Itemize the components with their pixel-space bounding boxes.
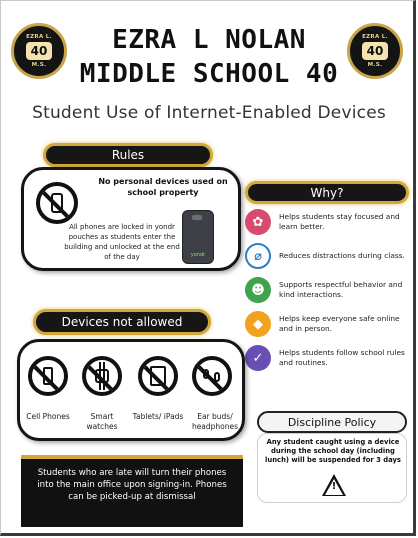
device-label-tablets: Tablets/ iPads: [132, 412, 184, 421]
smart-watch-icon: [82, 356, 122, 396]
seal-number: 40: [362, 42, 388, 60]
discipline-text: Any student caught using a device during the school day (including lunch) will be suspended for 3 days: [265, 438, 401, 464]
late-notice-text: Students who are late will turn their phones into the main office upon signing-in. Phones can be picked-up at dismissal: [37, 468, 227, 502]
no-phone-icon: [36, 182, 78, 224]
school-seal-right: EZRA L. 40 M.S.: [347, 23, 403, 79]
pouch-brand-label: yondr: [190, 252, 206, 258]
people-icon: ☻: [245, 277, 271, 303]
why-item: ✓ Helps students follow school rules and routines.: [245, 343, 411, 373]
rules-policy: No personal devices used on school property: [98, 177, 228, 197]
school-name-line1: EZRA L NOLAN: [112, 25, 306, 55]
why-list: [241, 201, 411, 381]
why-item: ✿ Helps students stay focused and learn better.: [245, 207, 411, 237]
rules-card: [21, 167, 241, 271]
discipline-card: Any student caught using a device during the school day (including lunch) will be suspended for 3 days !: [257, 433, 407, 503]
why-item: ⌀ Reduces distractions during class.: [245, 241, 411, 271]
earbuds-icon: [192, 356, 232, 396]
brain-icon: ✿: [245, 209, 271, 235]
tablet-icon: [138, 356, 178, 396]
discipline-heading: Discipline Policy: [257, 411, 407, 433]
devices-card: [17, 339, 245, 441]
device-label-cell-phones: Cell Phones: [26, 412, 70, 421]
rules-heading: Rules: [43, 143, 213, 167]
why-heading: Why?: [245, 181, 409, 204]
yondr-pouch-image: [182, 210, 214, 264]
late-notice-box: [21, 455, 243, 527]
rules-detail: All phones are locked in yondr pouches as students enter the building and unlocked at the end of the day: [64, 223, 180, 261]
bell-off-icon: ⌀: [245, 243, 271, 269]
devices-heading: Devices not allowed: [33, 309, 211, 335]
device-label-smart-watches: Smart watches: [86, 412, 118, 431]
page-subtitle: Student Use of Internet-Enabled Devices: [32, 103, 386, 123]
check-shield-icon: ✓: [245, 345, 271, 371]
school-name-line2: MIDDLE SCHOOL 40: [79, 59, 339, 89]
device-label-earbuds: Ear buds/ headphones: [191, 412, 239, 431]
school-seal-left: EZRA L. 40 M.S.: [11, 23, 67, 79]
cell-phone-icon: [28, 356, 68, 396]
seal-number: 40: [26, 42, 52, 60]
shield-icon: ◆: [245, 311, 271, 337]
why-item: ☻ Supports respectful behavior and kind interactions.: [245, 275, 411, 305]
why-item: ◆ Helps keep everyone safe online and in person.: [245, 309, 411, 339]
